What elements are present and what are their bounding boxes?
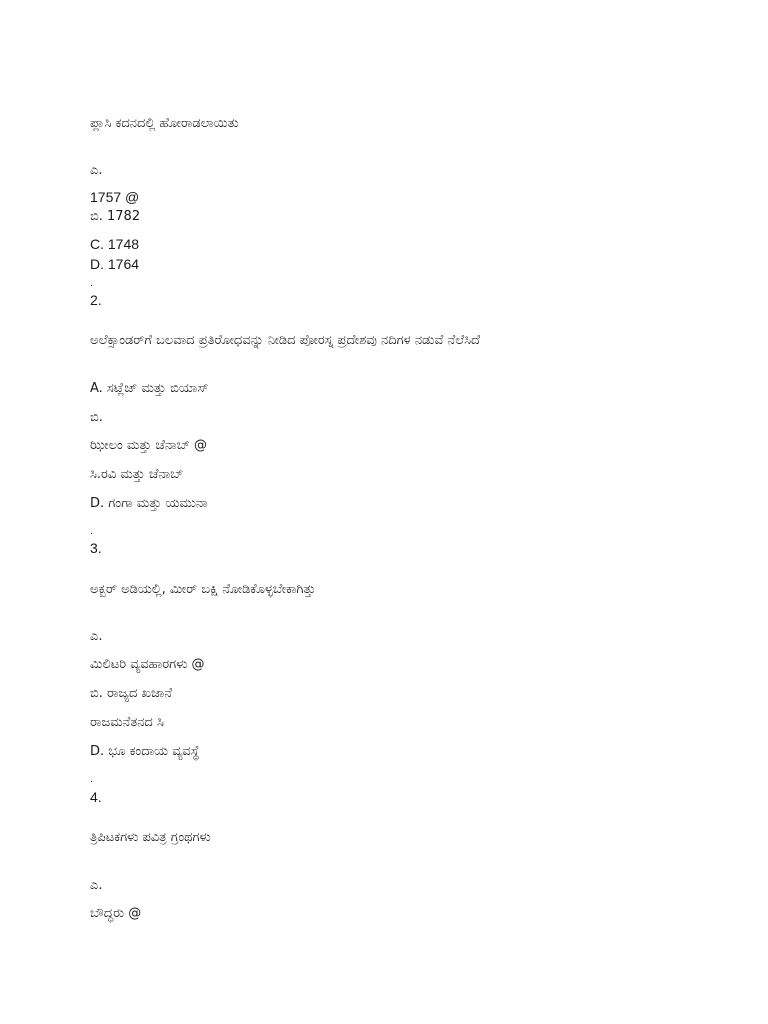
q2-option-d: D. ಗಂಗಾ ಮತ್ತು ಯಮುನಾ bbox=[90, 496, 208, 511]
q2-option-c: ಸಿ.ರವಿ ಮತ್ತು ಚೆನಾಬ್ bbox=[90, 467, 184, 482]
q1-option-d: D. 1764 bbox=[90, 256, 140, 272]
q1-option-a: 1757 @ bbox=[90, 189, 140, 205]
q4-question: ತ್ರಿಪಿಟಕಗಳು ಪವಿತ್ರ ಗ್ರಂಥಗಳು bbox=[90, 830, 211, 845]
q3-option-a: ಮಿಲಿಟರಿ ವ್ಯವಹಾರಗಳು @ bbox=[90, 657, 205, 672]
q4-label-a: ಎ. bbox=[90, 878, 103, 893]
q3-label-a: ಎ. bbox=[90, 629, 103, 644]
q3-separator: . bbox=[90, 774, 94, 785]
q3-option-d: D. ಭೂ ಕಂದಾಯ ವ್ಯವಸ್ಥೆ bbox=[90, 744, 200, 759]
q2-separator: . bbox=[90, 526, 94, 537]
q3-question: ಅಕ್ಬರ್ ಅಡಿಯಲ್ಲಿ, ಮೀರ್ ಬಕ್ಷಿ ನೋಡಿಕೊಳ್ಳಬೇಕಾಗಿತ್ತು bbox=[90, 582, 316, 597]
q1-label-a: ಎ. bbox=[90, 163, 103, 178]
q3-option-c: ರಾಜಮನೆತನದ ಸಿ bbox=[90, 715, 164, 730]
q4-option-a: ಬೌದ್ಧರು @ bbox=[90, 906, 142, 921]
q2-question: ಅಲೆಕ್ಸಾಂಡರ್‌ಗೆ ಬಲವಾದ ಪ್ರತಿರೋಧವನ್ನು ನೀಡಿದ ಪೋರಸ್ನ ಪ್ರದೇಶವು ನದಿಗಳ ನಡುವೆ ನೆಲೆಸಿದೆ bbox=[90, 333, 480, 348]
q3-number: 3. bbox=[90, 540, 102, 556]
q3-option-b: ಬಿ. ರಾಜ್ಯದ ಖಜಾನೆ bbox=[90, 686, 173, 701]
q4-number: 4. bbox=[90, 789, 102, 805]
q1-question: ಪ್ಲಾಸಿ ಕದನದಲ್ಲಿ ಹೋರಾಡಲಾಯಿತು bbox=[90, 116, 239, 131]
q1-option-c: C. 1748 bbox=[90, 236, 140, 252]
q2-option-b: ಝೀಲಂ ಮತ್ತು ಚೆನಾಬ್ @ bbox=[90, 438, 207, 453]
q1-option-b: ಬಿ. 1782 bbox=[90, 209, 141, 224]
q2-number: 2. bbox=[90, 292, 102, 308]
q2-option-a: A. ಸಟ್ಲೆಜ್ ಮತ್ತು ಬಿಯಾಸ್ bbox=[90, 381, 209, 396]
q2-label-b: ಬಿ. bbox=[90, 410, 103, 425]
q1-separator: . bbox=[90, 278, 94, 289]
